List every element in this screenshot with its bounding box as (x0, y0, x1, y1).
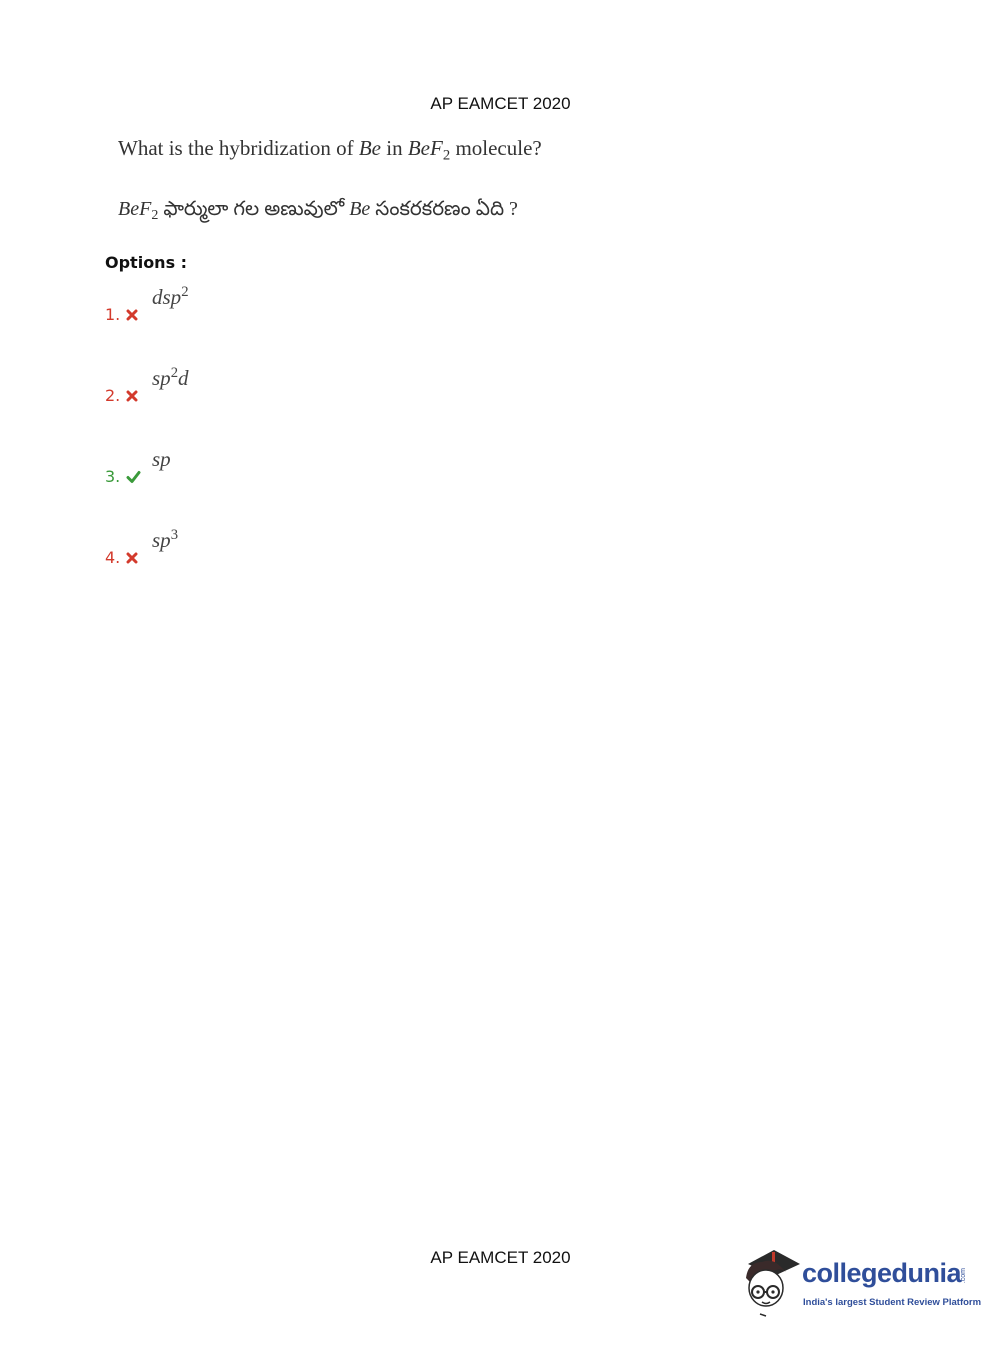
option-text (152, 365, 189, 391)
option-number: 3. (105, 467, 121, 486)
option-base: sp (152, 528, 171, 553)
question-en-var: Be (358, 136, 382, 160)
mascot-icon (742, 1248, 802, 1318)
question-english (118, 136, 542, 164)
check-icon (125, 470, 142, 484)
question-te-part2: సంకరకరణం ఏది ? (370, 198, 518, 220)
logo-wordmark: collegedunia (802, 1258, 962, 1288)
option-base: dsp (152, 285, 182, 310)
molecule-base: BeF (118, 198, 152, 220)
cross-icon (125, 308, 139, 322)
question-te-part1: ఫార్ములా గల అణువులో (158, 198, 350, 220)
option-3 (105, 446, 405, 486)
option-number: 1. (105, 305, 121, 324)
page-footer-title: AP EAMCET 2020 (430, 1248, 571, 1267)
option-2 (105, 365, 405, 405)
option-text (152, 527, 178, 553)
page-header-title: AP EAMCET 2020 (430, 94, 571, 113)
question-telugu (118, 198, 518, 225)
option-sup: 2 (170, 365, 179, 381)
question-en-prefix: What is the hybridization of (118, 136, 359, 160)
options-label: Options : (105, 253, 188, 272)
collegedunia-logo (742, 1248, 982, 1318)
question-te-var: Be (349, 198, 371, 220)
option-base: sp (152, 366, 171, 391)
logo-tagline: India's largest Student Review Platform (803, 1297, 982, 1308)
option-number: 4. (105, 548, 121, 567)
question-en-molecule (407, 136, 451, 164)
logo-domain-suffix: .com (960, 1268, 967, 1284)
option-4 (105, 527, 405, 567)
option-base: sp (152, 447, 171, 472)
option-sup: 3 (170, 527, 179, 543)
cross-icon (125, 551, 139, 565)
molecule-subscript: 2 (442, 147, 451, 164)
question-te-molecule (118, 198, 159, 224)
question-en-mid: in (381, 136, 408, 160)
molecule-subscript: 2 (151, 208, 159, 224)
option-number: 2. (105, 386, 121, 405)
option-tail: d (178, 366, 189, 391)
option-text (152, 284, 189, 310)
option-1 (105, 284, 405, 324)
option-text (152, 446, 171, 472)
cross-icon (125, 389, 139, 403)
molecule-base: BeF (407, 136, 443, 160)
question-en-suffix: molecule? (450, 136, 542, 160)
option-sup: 2 (181, 284, 189, 300)
